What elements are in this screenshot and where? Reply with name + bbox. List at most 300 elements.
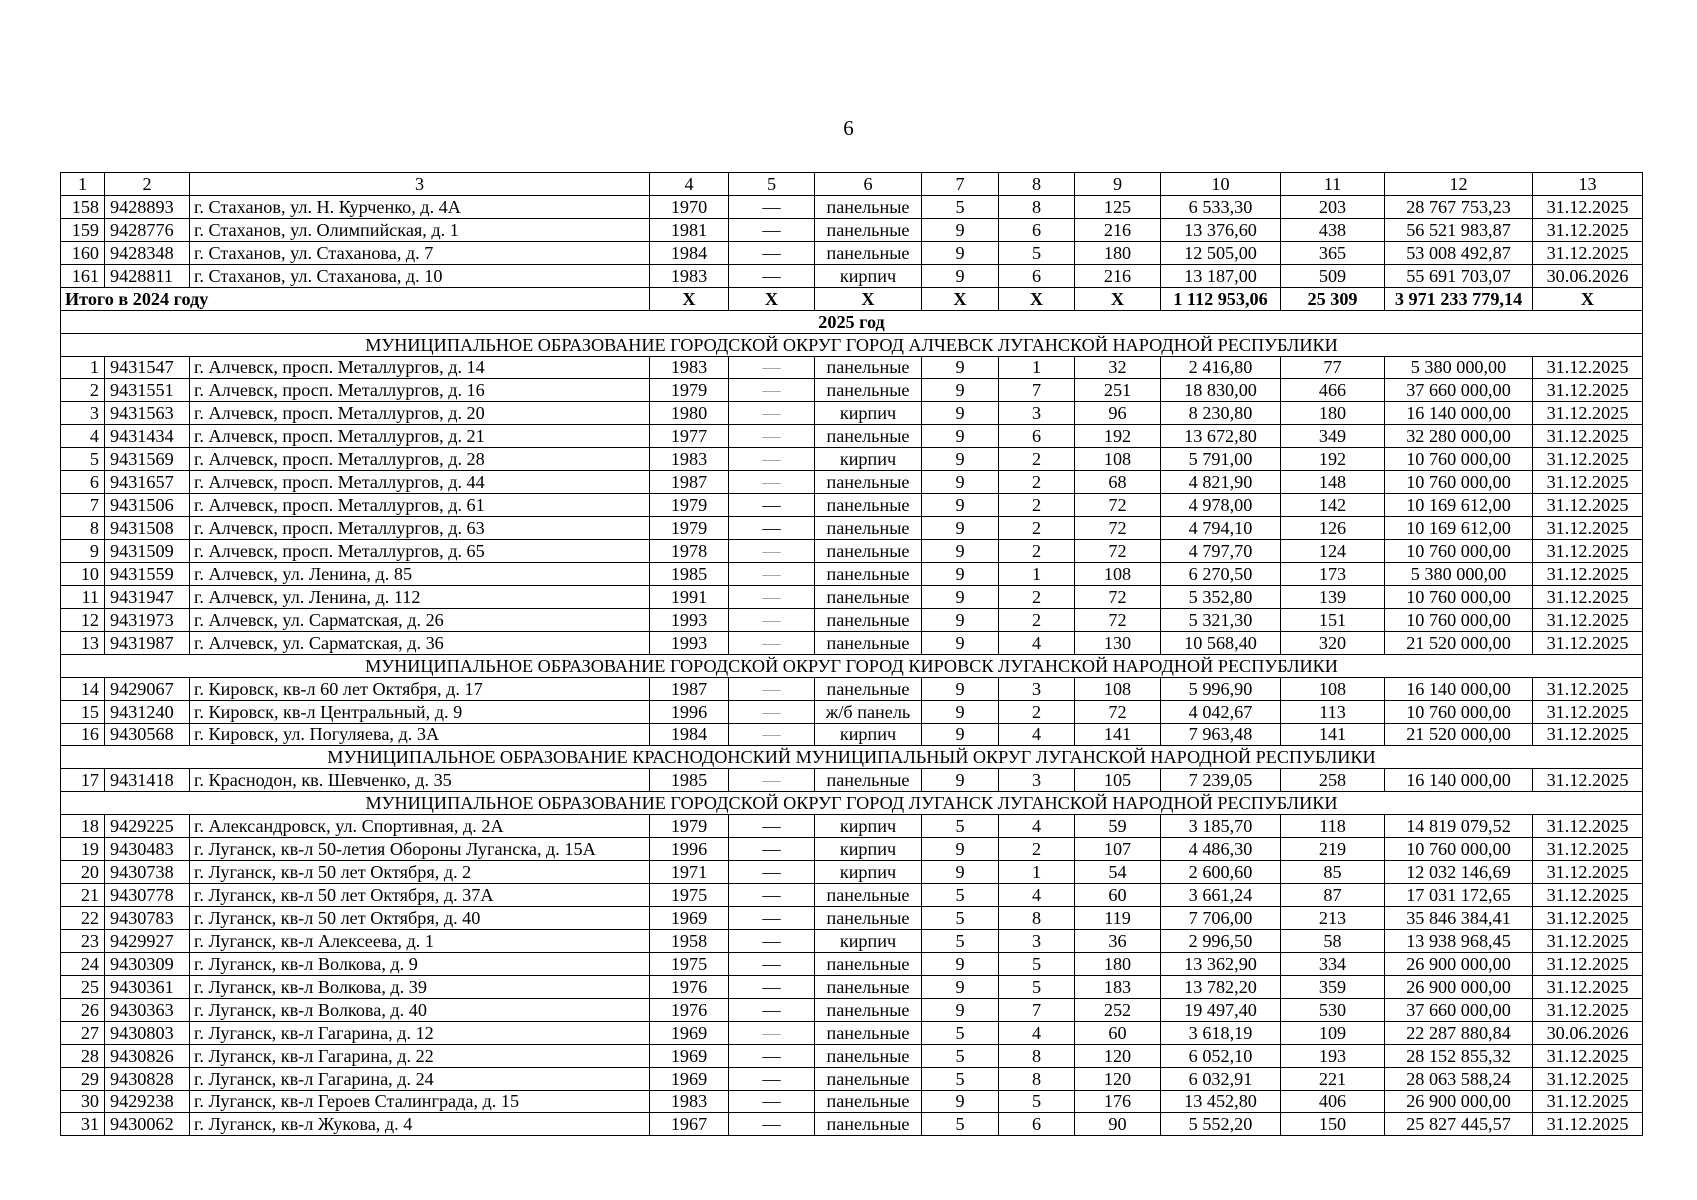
deadline-date: 31.12.2025 [1533, 1044, 1643, 1067]
build-year: 1984 [650, 241, 729, 264]
total-area: 13 376,60 [1161, 218, 1281, 241]
deadline-date: 31.12.2025 [1533, 494, 1643, 517]
wall-material: кирпич [815, 448, 922, 471]
apartments: 125 [1075, 195, 1161, 218]
row-number: 30 [61, 1090, 105, 1113]
column-5-dash: — [762, 196, 781, 217]
entrances: 2 [999, 838, 1075, 861]
cell-column-5-dash [729, 1067, 815, 1090]
column-5-dash: — [762, 678, 781, 699]
entrances: 3 [999, 677, 1075, 700]
entrances: 4 [999, 723, 1075, 746]
build-year: 1975 [650, 952, 729, 975]
total-area: 8 230,80 [1161, 402, 1281, 425]
cost: 14 819 079,52 [1385, 815, 1533, 838]
address: г. Кировск, ул. Погуляева, д. 3А [190, 723, 650, 746]
building-id: 9431547 [105, 356, 190, 379]
column-5-dash: — [762, 907, 781, 928]
residents: 349 [1281, 425, 1385, 448]
address: г. Луганск, кв-л Гагарина, д. 24 [190, 1067, 650, 1090]
build-year: 1979 [650, 494, 729, 517]
row-number: 3 [61, 402, 105, 425]
cost: 10 760 000,00 [1385, 608, 1533, 631]
wall-material: панельные [815, 425, 922, 448]
cost: 32 280 000,00 [1385, 425, 1533, 448]
floors: 9 [922, 700, 999, 723]
entrances: 7 [999, 379, 1075, 402]
cost: 16 140 000,00 [1385, 769, 1533, 792]
floors: 9 [922, 585, 999, 608]
row-number: 6 [61, 471, 105, 494]
cost: 10 760 000,00 [1385, 471, 1533, 494]
residents: 126 [1281, 517, 1385, 540]
municipality-heading-row [61, 654, 1643, 677]
page-number: 6 [843, 116, 854, 140]
build-year: 1987 [650, 677, 729, 700]
wall-material: панельные [815, 494, 922, 517]
total-area: 13 452,80 [1161, 1090, 1281, 1113]
residents: 359 [1281, 975, 1385, 998]
building-id: 9430361 [105, 975, 190, 998]
residents: 320 [1281, 631, 1385, 654]
cell-column-5-dash [729, 1021, 815, 1044]
residents: 124 [1281, 540, 1385, 563]
cell-column-5-dash [729, 356, 815, 379]
cell-column-5-dash [729, 425, 815, 448]
address: г. Луганск, кв-л Волкова, д. 9 [190, 952, 650, 975]
table-row [61, 562, 1643, 585]
build-year: 1976 [650, 975, 729, 998]
table-row [61, 540, 1643, 563]
row-number: 160 [61, 241, 105, 264]
apartments: 54 [1075, 861, 1161, 884]
year-heading: 2025 год [61, 310, 1643, 333]
total-area: 2 416,80 [1161, 356, 1281, 379]
deadline-date: 31.12.2025 [1533, 929, 1643, 952]
cost: 10 760 000,00 [1385, 700, 1533, 723]
table-row [61, 585, 1643, 608]
building-id: 9430826 [105, 1044, 190, 1067]
deadline-date: 31.12.2025 [1533, 402, 1643, 425]
deadline-date: 31.12.2025 [1533, 815, 1643, 838]
entrances: 2 [999, 585, 1075, 608]
build-year: 1979 [650, 517, 729, 540]
floors: 9 [922, 218, 999, 241]
address: г. Луганск, кв-л 50 лет Октября, д. 2 [190, 861, 650, 884]
cell-column-5-dash [729, 677, 815, 700]
entrances: 4 [999, 884, 1075, 907]
building-id: 9431559 [105, 562, 190, 585]
wall-material: панельные [815, 379, 922, 402]
building-id: 9431509 [105, 540, 190, 563]
total-area: 2 600,60 [1161, 861, 1281, 884]
row-number: 20 [61, 861, 105, 884]
cost: 10 169 612,00 [1385, 494, 1533, 517]
table-row [61, 929, 1643, 952]
residents: 213 [1281, 907, 1385, 930]
address: г. Краснодон, кв. Шевченко, д. 35 [190, 769, 650, 792]
cell-column-5-dash [729, 769, 815, 792]
column-5-dash: — [762, 839, 781, 860]
entrances: 4 [999, 1021, 1075, 1044]
column-5-dash: — [762, 495, 781, 516]
apartments: 192 [1075, 425, 1161, 448]
municipality-heading-row [61, 746, 1643, 769]
apartments: 36 [1075, 929, 1161, 952]
deadline-date: 31.12.2025 [1533, 1090, 1643, 1113]
total-area: 19 497,40 [1161, 998, 1281, 1021]
apartments: 183 [1075, 975, 1161, 998]
cell-column-5-dash [729, 241, 815, 264]
wall-material: панельные [815, 1067, 922, 1090]
wall-material: кирпич [815, 723, 922, 746]
building-id: 9431563 [105, 402, 190, 425]
deadline-date: 31.12.2025 [1533, 356, 1643, 379]
building-id: 9430483 [105, 838, 190, 861]
entrances: 6 [999, 218, 1075, 241]
row-number: 26 [61, 998, 105, 1021]
table-row [61, 838, 1643, 861]
housing-table [60, 172, 1643, 1136]
cell-column-5-dash [729, 884, 815, 907]
column-number-2: 2 [105, 173, 190, 196]
build-year: 1969 [650, 1067, 729, 1090]
total-x: X [1533, 287, 1643, 310]
cell-column-5-dash [729, 975, 815, 998]
build-year: 1970 [650, 195, 729, 218]
total-x: X [922, 287, 999, 310]
column-number-4: 4 [650, 173, 729, 196]
build-year: 1983 [650, 448, 729, 471]
entrances: 3 [999, 402, 1075, 425]
row-number: 24 [61, 952, 105, 975]
row-number: 13 [61, 631, 105, 654]
column-5-dash: — [762, 563, 781, 584]
wall-material: панельные [815, 218, 922, 241]
column-5-dash: — [762, 701, 781, 722]
municipality-heading-row [61, 333, 1643, 356]
total-area: 4 797,70 [1161, 540, 1281, 563]
apartments: 72 [1075, 585, 1161, 608]
column-5-dash: — [762, 770, 781, 791]
cost: 25 827 445,57 [1385, 1113, 1533, 1136]
column-5-dash: — [762, 724, 781, 745]
apartments: 120 [1075, 1067, 1161, 1090]
deadline-date: 31.12.2025 [1533, 1113, 1643, 1136]
column-5-dash: — [762, 586, 781, 607]
floors: 9 [922, 264, 999, 287]
column-5-dash: — [762, 976, 781, 997]
wall-material: кирпич [815, 815, 922, 838]
address: г. Луганск, кв-л Гагарина, д. 22 [190, 1044, 650, 1067]
residents: 108 [1281, 677, 1385, 700]
residents: 87 [1281, 884, 1385, 907]
wall-material: панельные [815, 884, 922, 907]
column-5-dash: — [762, 357, 781, 378]
apartments: 108 [1075, 562, 1161, 585]
row-number: 31 [61, 1113, 105, 1136]
deadline-date: 31.12.2025 [1533, 608, 1643, 631]
building-id: 9430778 [105, 884, 190, 907]
address: г. Луганск, кв-л Жукова, д. 4 [190, 1113, 650, 1136]
row-number: 158 [61, 195, 105, 218]
wall-material: панельные [815, 517, 922, 540]
table-row [61, 195, 1643, 218]
total-area: 13 362,90 [1161, 952, 1281, 975]
column-5-dash: — [762, 265, 781, 286]
column-number-8: 8 [999, 173, 1075, 196]
build-year: 1984 [650, 723, 729, 746]
entrances: 5 [999, 975, 1075, 998]
total-area: 6 270,50 [1161, 562, 1281, 585]
row-number: 5 [61, 448, 105, 471]
total-cost: 3 971 233 779,14 [1385, 287, 1533, 310]
build-year: 1983 [650, 1090, 729, 1113]
building-id: 9431551 [105, 379, 190, 402]
total-area: 18 830,00 [1161, 379, 1281, 402]
total-x: X [650, 287, 729, 310]
deadline-date: 31.12.2025 [1533, 907, 1643, 930]
wall-material: панельные [815, 907, 922, 930]
building-id: 9431506 [105, 494, 190, 517]
row-number: 25 [61, 975, 105, 998]
floors: 5 [922, 1021, 999, 1044]
row-number: 9 [61, 540, 105, 563]
residents: 118 [1281, 815, 1385, 838]
building-id: 9431434 [105, 425, 190, 448]
cell-column-5-dash [729, 952, 815, 975]
column-number-7: 7 [922, 173, 999, 196]
residents: 139 [1281, 585, 1385, 608]
row-number: 28 [61, 1044, 105, 1067]
cost: 21 520 000,00 [1385, 723, 1533, 746]
deadline-date: 31.12.2025 [1533, 379, 1643, 402]
row-number: 23 [61, 929, 105, 952]
build-year: 1993 [650, 631, 729, 654]
deadline-date: 30.06.2026 [1533, 1021, 1643, 1044]
deadline-date: 31.12.2025 [1533, 1067, 1643, 1090]
build-year: 1983 [650, 356, 729, 379]
column-5-dash: — [762, 1091, 781, 1112]
address: г. Алчевск, ул. Ленина, д. 112 [190, 585, 650, 608]
deadline-date: 31.12.2025 [1533, 540, 1643, 563]
building-id: 9428893 [105, 195, 190, 218]
address: г. Луганск, кв-л Алексеева, д. 1 [190, 929, 650, 952]
column-number-5: 5 [729, 173, 815, 196]
cost: 5 380 000,00 [1385, 356, 1533, 379]
row-number: 8 [61, 517, 105, 540]
cell-column-5-dash [729, 1044, 815, 1067]
cell-column-5-dash [729, 723, 815, 746]
table-row [61, 998, 1643, 1021]
build-year: 1975 [650, 884, 729, 907]
entrances: 4 [999, 815, 1075, 838]
table-row [61, 631, 1643, 654]
entrances: 3 [999, 929, 1075, 952]
cell-column-5-dash [729, 494, 815, 517]
apartments: 60 [1075, 1021, 1161, 1044]
apartments: 119 [1075, 907, 1161, 930]
row-number: 10 [61, 562, 105, 585]
cost: 16 140 000,00 [1385, 402, 1533, 425]
floors: 9 [922, 379, 999, 402]
floors: 9 [922, 631, 999, 654]
entrances: 2 [999, 471, 1075, 494]
row-number: 16 [61, 723, 105, 746]
entrances: 1 [999, 861, 1075, 884]
address: г. Алчевск, ул. Сарматская, д. 36 [190, 631, 650, 654]
floors: 9 [922, 1090, 999, 1113]
cost: 22 287 880,84 [1385, 1021, 1533, 1044]
floors: 9 [922, 425, 999, 448]
cell-column-5-dash [729, 1113, 815, 1136]
residents: 334 [1281, 952, 1385, 975]
floors: 9 [922, 540, 999, 563]
cost: 26 900 000,00 [1385, 1090, 1533, 1113]
build-year: 1979 [650, 815, 729, 838]
floors: 9 [922, 998, 999, 1021]
deadline-date: 31.12.2025 [1533, 861, 1643, 884]
apartments: 252 [1075, 998, 1161, 1021]
building-id: 9430828 [105, 1067, 190, 1090]
deadline-date: 31.12.2025 [1533, 241, 1643, 264]
cell-column-5-dash [729, 517, 815, 540]
address: г. Луганск, кв-л Гагарина, д. 12 [190, 1021, 650, 1044]
floors: 9 [922, 448, 999, 471]
residents: 141 [1281, 723, 1385, 746]
residents: 58 [1281, 929, 1385, 952]
table-row [61, 1090, 1643, 1113]
cost: 10 760 000,00 [1385, 585, 1533, 608]
row-number: 29 [61, 1067, 105, 1090]
address: г. Александровск, ул. Спортивная, д. 2А [190, 815, 650, 838]
column-5-dash: — [762, 449, 781, 470]
column-number-10: 10 [1161, 173, 1281, 196]
building-id: 9430568 [105, 723, 190, 746]
deadline-date: 31.12.2025 [1533, 448, 1643, 471]
total-area: 12 505,00 [1161, 241, 1281, 264]
apartments: 251 [1075, 379, 1161, 402]
residents: 148 [1281, 471, 1385, 494]
cell-column-5-dash [729, 218, 815, 241]
residents: 219 [1281, 838, 1385, 861]
total-area: 13 187,00 [1161, 264, 1281, 287]
building-id: 9430803 [105, 1021, 190, 1044]
entrances: 8 [999, 195, 1075, 218]
entrances: 2 [999, 540, 1075, 563]
table-row [61, 907, 1643, 930]
building-id: 9431947 [105, 585, 190, 608]
address: г. Алчевск, просп. Металлургов, д. 21 [190, 425, 650, 448]
row-number: 7 [61, 494, 105, 517]
entrances: 1 [999, 356, 1075, 379]
deadline-date: 31.12.2025 [1533, 952, 1643, 975]
build-year: 1985 [650, 562, 729, 585]
apartments: 141 [1075, 723, 1161, 746]
column-5-dash: — [762, 380, 781, 401]
table-row [61, 356, 1643, 379]
total-area: 5 552,20 [1161, 1113, 1281, 1136]
wall-material: кирпич [815, 402, 922, 425]
total-x: X [999, 287, 1075, 310]
apartments: 108 [1075, 677, 1161, 700]
total-area: 13 782,20 [1161, 975, 1281, 998]
building-id: 9429067 [105, 677, 190, 700]
total-area: 7 239,05 [1161, 769, 1281, 792]
column-number-13: 13 [1533, 173, 1643, 196]
column-number-6: 6 [815, 173, 922, 196]
entrances: 2 [999, 608, 1075, 631]
residents: 150 [1281, 1113, 1385, 1136]
total-area: 5 996,90 [1161, 677, 1281, 700]
row-number: 1 [61, 356, 105, 379]
residents: 221 [1281, 1067, 1385, 1090]
apartments: 60 [1075, 884, 1161, 907]
total-area: 13 672,80 [1161, 425, 1281, 448]
row-number: 2 [61, 379, 105, 402]
apartments: 180 [1075, 952, 1161, 975]
table-row [61, 471, 1643, 494]
table-row [61, 494, 1643, 517]
building-id: 9431508 [105, 517, 190, 540]
address: г. Луганск, кв-л Волкова, д. 40 [190, 998, 650, 1021]
cell-column-5-dash [729, 471, 815, 494]
entrances: 8 [999, 1044, 1075, 1067]
cell-column-5-dash [729, 838, 815, 861]
cost: 26 900 000,00 [1385, 975, 1533, 998]
floors: 9 [922, 517, 999, 540]
deadline-date: 31.12.2025 [1533, 975, 1643, 998]
floors: 5 [922, 907, 999, 930]
build-year: 1958 [650, 929, 729, 952]
wall-material: панельные [815, 1044, 922, 1067]
cost: 37 660 000,00 [1385, 379, 1533, 402]
build-year: 1979 [650, 379, 729, 402]
building-id: 9430363 [105, 998, 190, 1021]
wall-material: ж/б панель [815, 700, 922, 723]
entrances: 2 [999, 700, 1075, 723]
column-5-dash: — [762, 1068, 781, 1089]
cost: 53 008 492,87 [1385, 241, 1533, 264]
entrances: 1 [999, 562, 1075, 585]
address: г. Алчевск, просп. Металлургов, д. 63 [190, 517, 650, 540]
build-year: 1969 [650, 907, 729, 930]
table-row [61, 884, 1643, 907]
apartments: 105 [1075, 769, 1161, 792]
table-row [61, 1067, 1643, 1090]
wall-material: кирпич [815, 861, 922, 884]
address: г. Луганск, кв-л Героев Сталинграда, д. 15 [190, 1090, 650, 1113]
address: г. Луганск, кв-л 50 лет Октября, д. 37А [190, 884, 650, 907]
floors: 9 [922, 677, 999, 700]
cost: 10 169 612,00 [1385, 517, 1533, 540]
entrances: 7 [999, 998, 1075, 1021]
wall-material: панельные [815, 585, 922, 608]
address: г. Алчевск, просп. Металлургов, д. 65 [190, 540, 650, 563]
cell-column-5-dash [729, 540, 815, 563]
total-area: 3 618,19 [1161, 1021, 1281, 1044]
wall-material: панельные [815, 1113, 922, 1136]
building-id: 9431418 [105, 769, 190, 792]
deadline-date: 31.12.2025 [1533, 723, 1643, 746]
apartments: 120 [1075, 1044, 1161, 1067]
address: г. Алчевск, ул. Ленина, д. 85 [190, 562, 650, 585]
address: г. Алчевск, просп. Металлургов, д. 20 [190, 402, 650, 425]
building-id: 9431657 [105, 471, 190, 494]
municipality-heading: МУНИЦИПАЛЬНОЕ ОБРАЗОВАНИЕ ГОРОДСКОЙ ОКРУГ ГОРОД ЛУГАНСК ЛУГАНСКОЙ НАРОДНОЙ РЕСПУБЛИКИ [61, 792, 1643, 815]
residents: 142 [1281, 494, 1385, 517]
apartments: 72 [1075, 494, 1161, 517]
